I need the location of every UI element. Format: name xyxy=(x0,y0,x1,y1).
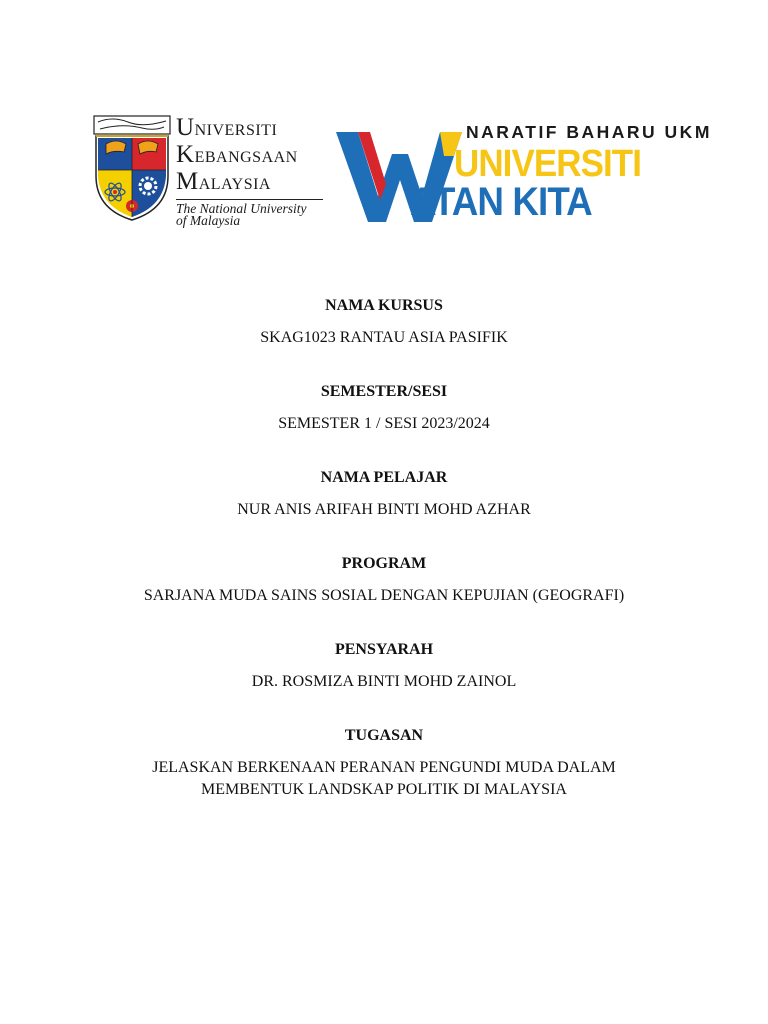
section-course-name xyxy=(40,296,728,349)
section-lecturer xyxy=(40,640,728,693)
field-label: SEMESTER/SESI xyxy=(320,383,448,400)
ukm-name-line: MALAYSIA xyxy=(176,168,271,195)
ukm-wordmark xyxy=(176,116,326,227)
campaign-title-line1: UNIVERSITI xyxy=(454,143,641,185)
field-value: SARJANA MUDA SAINS SOSIAL DENGAN KEPUJIAN (GEOGRAFI) xyxy=(143,587,625,604)
field-label: NAMA PELAJAR xyxy=(320,469,448,486)
section-assignment xyxy=(40,726,728,801)
field-value: DR. ROSMIZA BINTI MOHD ZAINOL xyxy=(251,673,517,690)
section-semester xyxy=(40,382,728,435)
field-label: PROGRAM xyxy=(341,555,427,572)
field-value: JELASKAN BERKENAAN PERANAN PENGUNDI MUDA DALAM MEMBENTUK LANDSKAP POLITIK DI MALAYSIA xyxy=(152,759,616,798)
field-value: NUR ANIS ARIFAH BINTI MOHD AZHAR xyxy=(237,501,531,518)
ukm-logo xyxy=(92,114,328,226)
section-program xyxy=(40,554,728,607)
field-label: TUGASAN xyxy=(344,727,424,744)
campaign-title-line2: ATAN KITA xyxy=(410,180,592,224)
universiti-watan-kita-logo xyxy=(336,122,712,226)
campaign-tagline: NARATIF BAHARU UKM xyxy=(466,122,712,142)
field-value: SKAG1023 RANTAU ASIA PASIFIK xyxy=(260,329,508,346)
field-label: NAMA KURSUS xyxy=(325,297,443,314)
ukm-english-name: of Malaysia xyxy=(176,213,241,228)
field-label: PENSYARAH xyxy=(334,641,434,658)
field-value: SEMESTER 1 / SESI 2023/2024 xyxy=(278,415,490,432)
cover-details xyxy=(40,296,728,834)
ukm-name-line: KEBANGSAAN xyxy=(176,141,298,168)
ukm-name-line: UNIVERSITI xyxy=(176,114,278,141)
ukm-english-name: The National University xyxy=(176,201,307,216)
document-header xyxy=(0,0,768,240)
ukm-crest-icon xyxy=(92,114,172,224)
divider xyxy=(176,199,323,200)
section-student-name xyxy=(40,468,728,521)
